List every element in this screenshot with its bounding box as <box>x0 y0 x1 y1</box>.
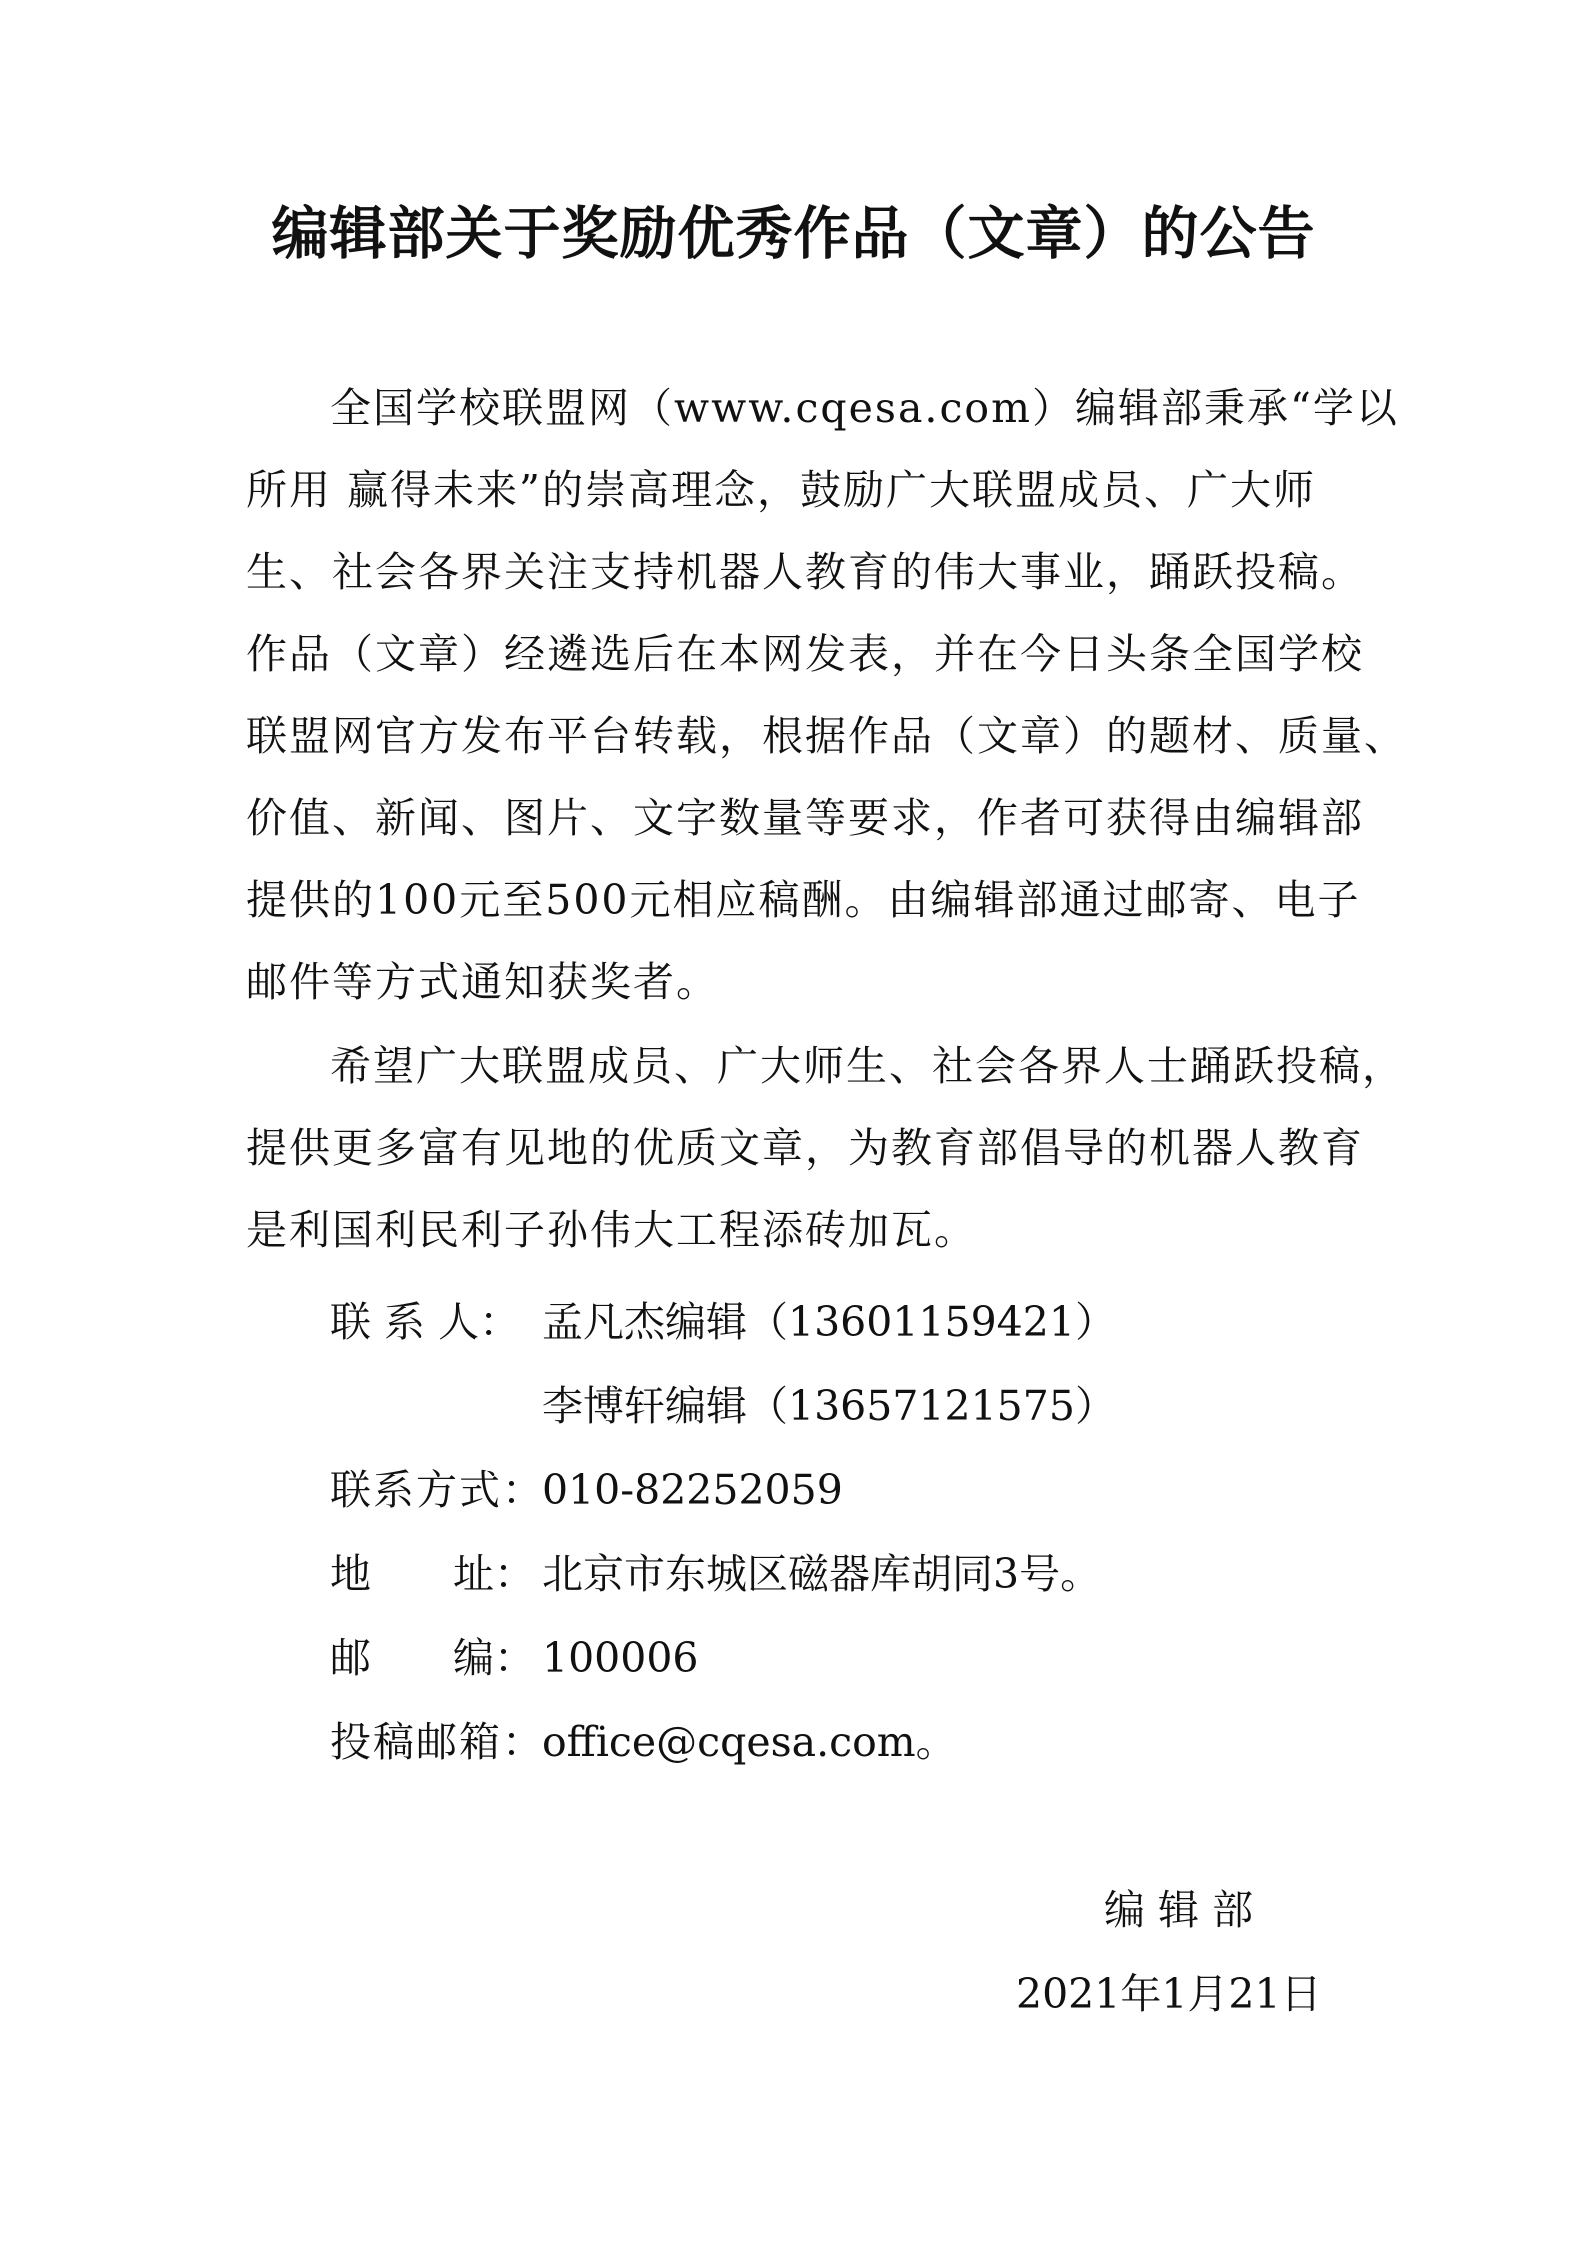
paragraph-2-line-2: 提供更多富有见地的优质文章，为教育部倡导的机器人教育 <box>246 1124 1364 1172</box>
signature-department: 编 辑 部 <box>1104 1886 1254 1934</box>
contact-person-2-row <box>542 1378 1116 1434</box>
contact-person-2: 李博轩编辑（13657121575） <box>542 1382 1116 1430</box>
address-row <box>330 1546 1101 1602</box>
paragraph-1-line-6: 价值、新闻、图片、文字数量等要求，作者可获得由编辑部 <box>246 794 1364 842</box>
paragraph-1-line-2: 所用 赢得未来”的崇高理念，鼓励广大联盟成员、广大师 <box>246 466 1316 514</box>
email-value: office@cqesa.com。 <box>542 1718 957 1766</box>
paragraph-1-line-4: 作品（文章）经遴选后在本网发表，并在今日头条全国学校 <box>246 630 1364 678</box>
address-label: 地 址： <box>330 1550 535 1598</box>
postcode-value: 100006 <box>542 1634 699 1682</box>
paragraph-2-line-3: 是利国利民利子孙伟大工程添砖加瓦。 <box>246 1206 977 1254</box>
email-row <box>330 1714 957 1770</box>
postcode-label: 邮 编： <box>330 1634 535 1682</box>
signature-date: 2021年1月21日 <box>1016 1970 1322 2018</box>
postcode-row <box>330 1630 699 1686</box>
paragraph-1-line-3: 生、社会各界关注支持机器人教育的伟大事业，踊跃投稿。 <box>246 548 1364 596</box>
contact-person-1: 孟凡杰编辑（13601159421） <box>542 1298 1116 1346</box>
contact-person-label: 联 系 人： <box>330 1298 521 1346</box>
email-label: 投稿邮箱： <box>330 1718 545 1766</box>
paragraph-2-line-1: 希望广大联盟成员、广大师生、社会各界人士踊跃投稿， <box>330 1042 1405 1090</box>
contact-method-label: 联系方式： <box>330 1466 545 1514</box>
paragraph-1-line-7: 提供的100元至500元相应稿酬。由编辑部通过邮寄、电子 <box>246 876 1361 924</box>
paragraph-1-line-5: 联盟网官方发布平台转载，根据作品（文章）的题材、质量、 <box>246 712 1407 760</box>
paragraph-1-line-8: 邮件等方式通知获奖者。 <box>246 958 719 1006</box>
page-title: 编辑部关于奖励优秀作品（文章）的公告 <box>271 201 1316 267</box>
contact-method-value: 010-82252059 <box>542 1466 843 1514</box>
contact-method-row <box>330 1462 843 1518</box>
paragraph-1-line-1: 全国学校联盟网（www.cqesa.com）编辑部秉承“学以 <box>330 384 1399 432</box>
contact-person-row <box>330 1294 1116 1350</box>
address-value: 北京市东城区磁器库胡同3号。 <box>542 1550 1102 1598</box>
